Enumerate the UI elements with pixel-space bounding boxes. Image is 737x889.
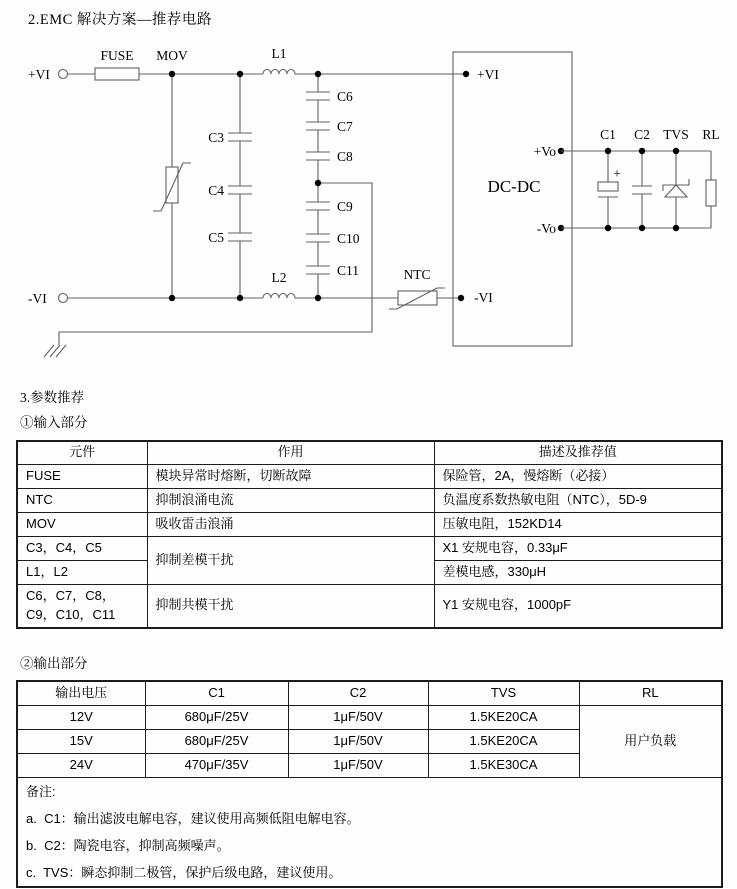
l1-label: L1: [271, 46, 287, 61]
vin-neg-terminal-icon: [59, 294, 68, 303]
vo-pos-label: +Vo: [533, 144, 556, 159]
dcdc-module-box: [453, 52, 572, 346]
cell: C6，C7，C8，C9，C10，C11: [17, 584, 147, 628]
header-cell: C2: [288, 681, 428, 705]
dcdc-vin-pos-pin: [463, 71, 469, 77]
tvs-label: TVS: [663, 127, 689, 142]
cell: 1.5KE20CA: [428, 729, 579, 753]
cell: L1，L2: [17, 560, 147, 584]
cell: 负温度系数热敏电阻（NTC），5D-9: [434, 488, 722, 512]
cell: 15V: [17, 729, 145, 753]
cell: 压敏电阻，152KD14: [434, 512, 722, 536]
junction-dot: [237, 295, 243, 301]
table-row: [17, 584, 722, 628]
ground-wire: [59, 183, 372, 345]
junction-dot: [169, 71, 175, 77]
ntc-label: NTC: [403, 267, 431, 282]
c6-label: C6: [337, 89, 353, 104]
cell: 680μF/25V: [145, 705, 288, 729]
c10-label: C10: [337, 231, 360, 246]
cell: 保险管，2A，慢熔断（必接）: [434, 464, 722, 488]
vin-pos-label: +VI: [28, 67, 50, 82]
cell: 470μF/35V: [145, 753, 288, 777]
cell: 抑制浪涌电流: [147, 488, 434, 512]
l1-inductor-symbol: [263, 70, 295, 75]
junction-dot: [605, 148, 611, 154]
c7-label: C7: [337, 119, 353, 134]
l2-label: L2: [271, 270, 287, 285]
c4-label: C4: [208, 183, 224, 198]
rl-label: RL: [702, 127, 720, 142]
cell: 680μF/25V: [145, 729, 288, 753]
header-cell: TVS: [428, 681, 579, 705]
header-cell: RL: [579, 681, 722, 705]
mov-label: MOV: [156, 48, 188, 63]
cell-merged: 用户负载: [579, 705, 722, 777]
section2-title: 2.EMC 解决方案—推荐电路: [28, 12, 212, 28]
vin-pos-terminal-icon: [59, 70, 68, 79]
c9-label: C9: [337, 199, 353, 214]
table-row: [17, 536, 722, 560]
cell: 抑制共模干扰: [147, 584, 434, 628]
cell: MOV: [17, 512, 147, 536]
c11-label: C11: [337, 263, 360, 278]
cell: 1μF/50V: [288, 729, 428, 753]
header-cell: 描述及推荐值: [434, 441, 722, 464]
ground-symbol: [44, 345, 54, 357]
header-cell: 输出电压: [17, 681, 145, 705]
vin-neg-label: -VI: [28, 291, 47, 306]
cell: Y1 安规电容，1000pF: [434, 584, 722, 628]
cell: 1.5KE20CA: [428, 705, 579, 729]
fuse-symbol: [95, 68, 139, 80]
junction-dot: [169, 295, 175, 301]
dcdc-vin-neg-label: -VI: [474, 290, 493, 305]
ground-symbol: [56, 345, 66, 357]
junction-dot: [237, 71, 243, 77]
input-subtitle: ①输入部分: [20, 415, 88, 430]
header-cell: 作用: [147, 441, 434, 464]
mov-varistor-symbol: [166, 167, 178, 203]
vo-neg-label: -Vo: [536, 221, 556, 236]
junction-dot: [315, 71, 321, 77]
c8-label: C8: [337, 149, 353, 164]
dcdc-label: DC-DC: [487, 177, 541, 196]
cell: 吸收雷击浪涌: [147, 512, 434, 536]
header-cell: 元件: [17, 441, 147, 464]
emc-circuit-diagram: [0, 0, 737, 380]
c1-polarity-plus: +: [613, 166, 621, 181]
table-row: [17, 488, 722, 512]
notes-cell: [17, 777, 722, 887]
cell: 1μF/50V: [288, 705, 428, 729]
cell: 24V: [17, 753, 145, 777]
notes-row: [17, 777, 722, 887]
table-row: [17, 705, 722, 729]
dcdc-vin-neg-pin: [458, 295, 464, 301]
note-item: c. TVS：瞬态抑制二极管，保护后级电路，建议使用。: [26, 864, 342, 880]
output-parameters-table: [16, 680, 723, 888]
l2-inductor-symbol: [263, 294, 295, 299]
c2-label: C2: [634, 127, 650, 142]
section3-title: 3.参数推荐: [20, 390, 85, 405]
table-row: [17, 512, 722, 536]
cell: NTC: [17, 488, 147, 512]
junction-dot: [673, 148, 679, 154]
dcdc-vin-pos-label: +VI: [477, 67, 499, 82]
junction-dot: [639, 225, 645, 231]
table-header-row: [17, 441, 722, 464]
junction-dot: [315, 295, 321, 301]
junction-dot: [315, 180, 321, 186]
junction-dot: [639, 148, 645, 154]
rl-resistor-symbol: [706, 180, 716, 206]
input-parameters-table: [16, 440, 723, 629]
table-row: [17, 464, 722, 488]
ground-symbol: [50, 345, 60, 357]
output-subtitle: ②输出部分: [20, 656, 88, 671]
cell-merged: 抑制差模干扰: [147, 536, 434, 584]
tvs-diode-symbol: [665, 185, 687, 197]
cell: 1.5KE30CA: [428, 753, 579, 777]
cell: 1μF/50V: [288, 753, 428, 777]
header-cell: C1: [145, 681, 288, 705]
fuse-label: FUSE: [100, 48, 134, 63]
c1-label: C1: [600, 127, 616, 142]
cell: 差模电感，330μH: [434, 560, 722, 584]
note-item: b. C2：陶瓷电容，抑制高频噪声。: [26, 837, 230, 853]
cell: X1 安规电容，0.33μF: [434, 536, 722, 560]
cell: 12V: [17, 705, 145, 729]
c5-label: C5: [208, 230, 224, 245]
c1-electrolytic-symbol: [598, 182, 618, 191]
table-header-row: [17, 681, 722, 705]
notes-title: 备注:: [26, 783, 56, 799]
c3-label: C3: [208, 130, 224, 145]
cell: 模块异常时熔断，切断故障: [147, 464, 434, 488]
junction-dot: [673, 225, 679, 231]
junction-dot: [605, 225, 611, 231]
cell: FUSE: [17, 464, 147, 488]
cell: C3，C4，C5: [17, 536, 147, 560]
note-item: a. C1：输出滤波电解电容，建议使用高频低阻电解电容。: [26, 810, 360, 826]
